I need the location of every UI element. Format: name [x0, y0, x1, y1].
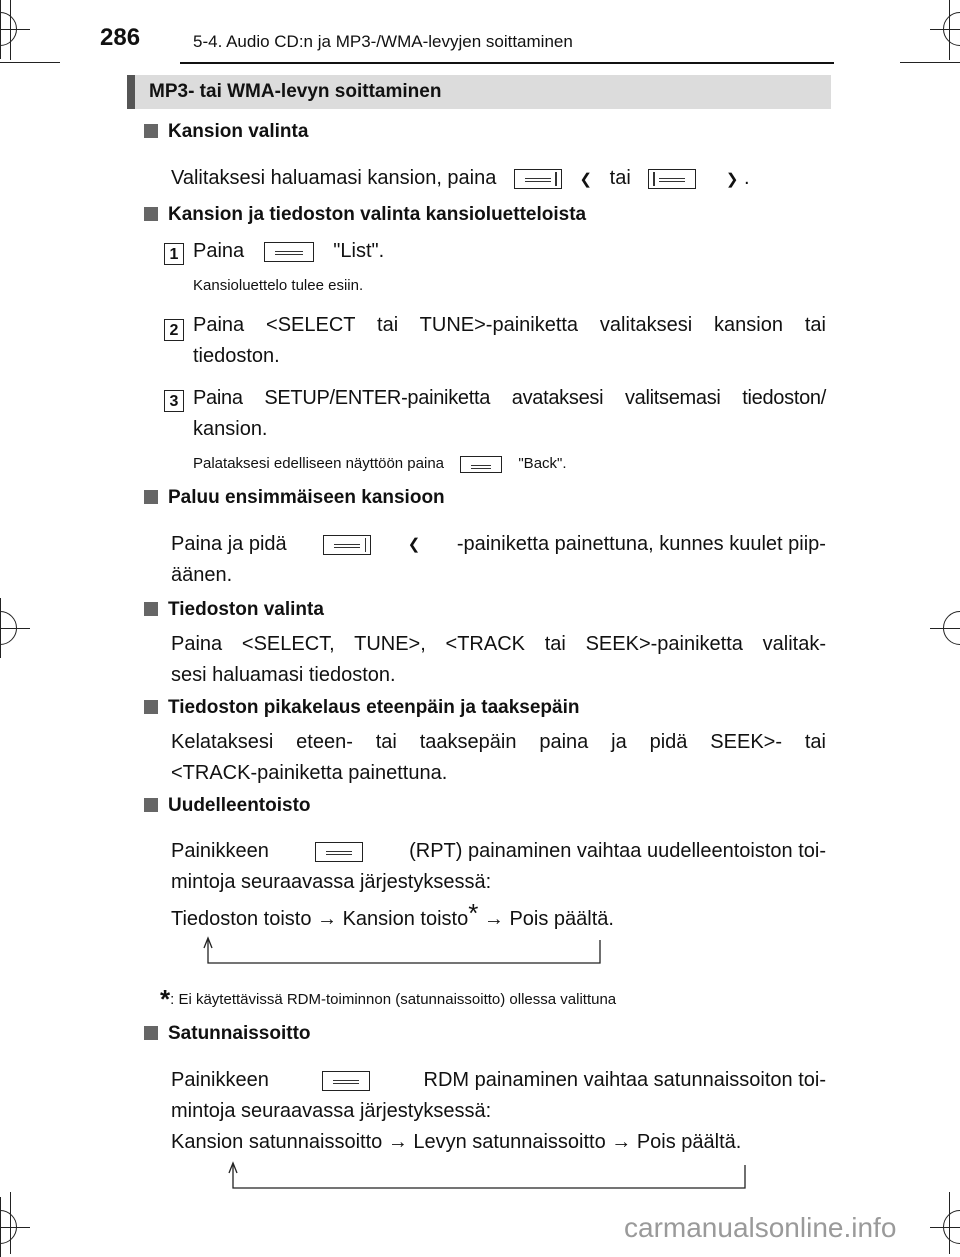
chevron-left-icon: ❮ [407, 536, 421, 553]
list-button-icon [264, 242, 314, 262]
bullet-square-icon [144, 124, 158, 138]
arrow-right-icon: → [611, 1131, 632, 1153]
step-3 [164, 390, 184, 412]
random-cycle-loop [220, 1160, 760, 1195]
watermark: carmanualsonline.info [624, 1212, 897, 1243]
crop-mark [900, 62, 960, 63]
footnote: *: Ei käytettävissä RDM-toiminnon (satunnaissoitto) ollessa valittuna [160, 984, 617, 1014]
paragraph-uudelleentoisto: Painikkeen (RPT) painaminen vaihtaa uudelleentoiston toi- mintoja seuraavassa järjestyksessä: Tiedoston toisto → Kansion toisto* → Pois päältä. [171, 840, 826, 930]
registration-mark-bottom-right [943, 1210, 960, 1244]
folder-up-button-icon [648, 169, 696, 189]
step-number: 1 [164, 243, 184, 265]
heading-kansioluettelo: Kansion ja tiedoston valinta kansioluetteloista [144, 204, 586, 226]
paragraph-satunnaissoitto: Painikkeen RDM painaminen vaihtaa satunnaissoiton toi- mintoja seuraavassa järjestyksessä: Kansion satunnaissoitto → Levyn satunnaissoitto → Pois päältä. [171, 1069, 826, 1153]
crop-mark [10, 1192, 11, 1254]
heading-uudelleentoisto: Uudelleentoisto [144, 795, 311, 817]
registration-mark-bottom-left [0, 1210, 17, 1244]
step-3-text: Paina SETUP/ENTER-painiketta avataksesi valitsemasi tiedoston/ kansion. [193, 387, 826, 440]
folder-down-button-icon [514, 169, 562, 189]
section-title-text: MP3- tai WMA-levyn soittaminen [149, 81, 442, 102]
bullet-square-icon [144, 1026, 158, 1040]
page-number: 286 [100, 24, 141, 51]
section-title [127, 75, 831, 109]
rpt-button-icon [315, 842, 363, 862]
heading-pikakelaus: Tiedoston pikakelaus eteenpäin ja taaksepäin [144, 697, 579, 719]
bullet-square-icon [144, 490, 158, 504]
paragraph-kansion-valinta: Valitaksesi haluamasi kansion, paina ❮ tai ❯ . [171, 167, 750, 189]
crop-mark [0, 62, 60, 63]
paragraph-pikakelaus: Kelataksesi eteen- tai taaksepäin paina ja pidä SEEK>- tai <TRACK-painiketta painettuna. [171, 731, 826, 784]
chapter-title: 5-4. Audio CD:n ja MP3-/WMA-levyjen soittaminen [193, 32, 573, 51]
asterisk: * [468, 898, 479, 928]
chevron-right-icon: ❯ [725, 171, 739, 188]
step-2-text: Paina <SELECT tai TUNE>-painiketta valitaksesi kansion tai tiedoston. [193, 314, 826, 367]
folder-down-button-icon [323, 535, 371, 555]
bullet-square-icon [144, 602, 158, 616]
crop-mark [949, 0, 950, 60]
registration-mark-mid-right [943, 611, 960, 645]
step-number: 3 [164, 390, 184, 412]
heading-tiedoston-valinta: Tiedoston valinta [144, 599, 324, 621]
bullet-square-icon [144, 798, 158, 812]
crop-mark [10, 0, 11, 60]
step-number: 2 [164, 319, 184, 341]
header-rule [180, 62, 834, 64]
bullet-square-icon [144, 700, 158, 714]
heading-kansion-valinta: Kansion valinta [144, 121, 308, 143]
step-2 [164, 319, 184, 341]
rdm-button-icon [322, 1071, 370, 1091]
arrow-right-icon: → [387, 1131, 408, 1153]
repeat-cycle-loop [195, 935, 615, 970]
heading-paluu: Paluu ensimmäiseen kansioon [144, 487, 445, 509]
heading-satunnaissoitto: Satunnaissoitto [144, 1023, 311, 1045]
arrow-right-icon: → [483, 908, 504, 930]
step-1 [164, 243, 184, 265]
back-button-icon [460, 456, 502, 473]
bullet-square-icon [144, 207, 158, 221]
note-back: Palataksesi edelliseen näyttöön paina "Back". [193, 455, 567, 472]
paragraph-tiedoston-valinta: Paina <SELECT, TUNE>, <TRACK tai SEEK>-painiketta valitak- sesi haluamasi tiedoston. [171, 633, 826, 686]
crop-mark [949, 1192, 950, 1254]
arrow-right-icon: → [317, 908, 338, 930]
registration-mark-top-left [0, 12, 17, 46]
registration-mark-top-right [943, 12, 960, 46]
registration-mark-mid-left [0, 611, 17, 645]
note-kansioluettelo: Kansioluettelo tulee esiin. [193, 277, 364, 294]
chevron-left-icon: ❮ [579, 171, 593, 188]
step-1-text: Paina "List". [193, 240, 385, 262]
paragraph-paluu: Paina ja pidä ❮ -painiketta painettuna, kunnes kuulet piip- äänen. [171, 529, 826, 591]
